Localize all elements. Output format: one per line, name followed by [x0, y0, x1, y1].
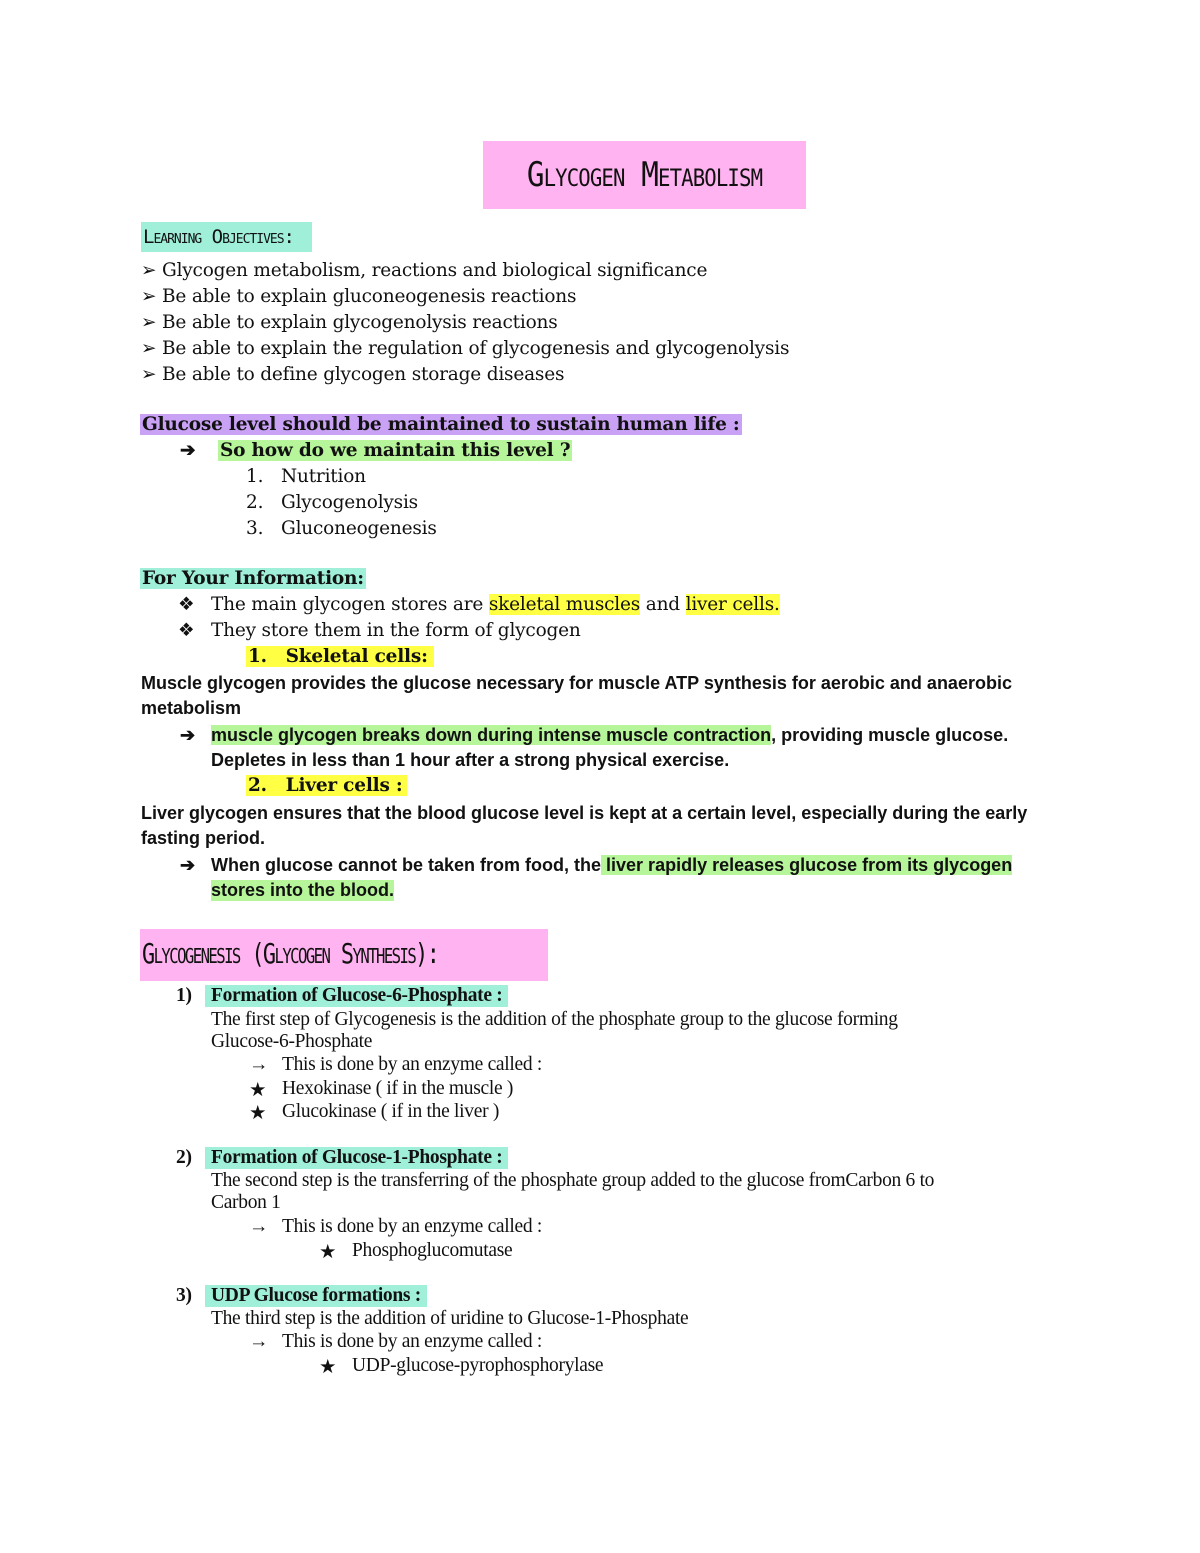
list-item: Nutrition [281, 466, 366, 487]
skeletal-point: muscle glycogen breaks down during intense muscle contraction, providing muscle glucose. [211, 725, 1009, 745]
step-number: 3) [176, 1285, 192, 1306]
step-description: Carbon 1 [211, 1192, 281, 1213]
arrow-icon: ➔ [180, 725, 196, 745]
maintain-question: So how do we maintain this level ? [220, 440, 571, 461]
star-icon: ★ [249, 1080, 267, 1101]
step-description: Glucose-6-Phosphate [211, 1031, 373, 1052]
list-number: 2. [246, 492, 264, 513]
arrowhead-bullet-icon: ➢ [141, 338, 157, 359]
step-number: 1) [176, 985, 192, 1006]
skeletal-point-line: Depletes in less than 1 hour after a strong physical exercise. [211, 750, 730, 770]
arrow-icon: → [249, 1054, 269, 1075]
objectives-heading: Learning Objectives: [141, 222, 312, 252]
arrow-icon: ➔ [180, 855, 196, 875]
star-icon: ★ [319, 1242, 337, 1263]
enzyme-intro: This is done by an enzyme called : [282, 1216, 543, 1237]
enzyme-intro: This is done by an enzyme called : [282, 1331, 543, 1352]
enzyme-name: Hexokinase ( if in the muscle ) [282, 1078, 514, 1099]
enzyme-intro: This is done by an enzyme called : [282, 1054, 543, 1075]
highlight-liver-cells: liver cells. [685, 594, 780, 615]
title-banner [483, 141, 806, 209]
liver-paragraph-line: Liver glycogen ensures that the blood glucose level is kept at a certain level, especially during the early [141, 803, 1028, 823]
enzyme-name: Glucokinase ( if in the liver ) [282, 1101, 500, 1122]
step-description: The first step of Glycogenesis is the addition of the phosphate group to the glucose forming [211, 1009, 898, 1030]
highlight-muscle-breakdown: muscle glycogen breaks down during intense muscle contraction [211, 725, 772, 745]
star-icon: ★ [319, 1357, 337, 1378]
fyi-heading: For Your Information: [142, 568, 364, 589]
list-item: Gluconeogenesis [281, 518, 437, 539]
page-title: Glycogen Metabolism [526, 155, 763, 195]
arrow-icon: ➔ [180, 440, 196, 461]
objective-item: ➢ Be able to explain gluconeogenesis reactions [141, 286, 577, 307]
step-number: 2) [176, 1147, 192, 1168]
glycogenesis-heading: Glycogenesis (Glycogen Synthesis): [142, 937, 439, 970]
step-title: Formation of Glucose-1-Phosphate : [205, 1147, 508, 1169]
arrowhead-bullet-icon: ➢ [141, 286, 157, 307]
liver-point: When glucose cannot be taken from food, the liver rapidly releases glucose from its glycogen [211, 855, 1013, 875]
objective-item: ➢ Be able to explain the regulation of glycogenesis and glycogenolysis [141, 338, 790, 359]
arrowhead-bullet-icon: ➢ [141, 312, 157, 333]
skeletal-paragraph-line: metabolism [141, 698, 242, 718]
glycogenesis-banner [140, 929, 548, 981]
fyi-item-stores: The main glycogen stores are skeletal muscles and liver cells. [211, 594, 780, 615]
glucose-level-heading: Glucose level should be maintained to sustain human life : [142, 414, 740, 435]
list-number: 3. [246, 518, 264, 539]
highlight-skeletal-muscles: skeletal muscles [488, 594, 641, 615]
arrowhead-bullet-icon: ➢ [141, 260, 157, 281]
highlight-liver-release: liver rapidly releases glucose from its glycogen [601, 855, 1013, 875]
list-number: 1. [246, 466, 264, 487]
arrow-icon: → [249, 1331, 269, 1352]
skeletal-paragraph-line: Muscle glycogen provides the glucose necessary for muscle ATP synthesis for aerobic and anaerobic [141, 673, 1012, 693]
objective-item: ➢ Glycogen metabolism, reactions and biological significance [141, 260, 708, 281]
diamond-icon: ❖ [178, 620, 195, 641]
liver-cells-heading: 2. Liver cells : [246, 775, 407, 796]
objective-item: ➢ Be able to explain glycogenolysis reactions [141, 312, 558, 333]
objective-item: ➢ Be able to define glycogen storage diseases [141, 364, 565, 385]
list-item: Glycogenolysis [281, 492, 418, 513]
enzyme-name: Phosphoglucomutase [352, 1240, 513, 1261]
enzyme-name: UDP-glucose-pyrophosphorylase [352, 1355, 604, 1376]
fyi-item-form: They store them in the form of glycogen [211, 620, 581, 641]
liver-paragraph-line: fasting period. [141, 828, 266, 848]
highlight-liver-release-line: stores into the blood. [211, 880, 394, 900]
step-title: Formation of Glucose-6-Phosphate : [205, 985, 508, 1007]
skeletal-cells-heading: 1. Skeletal cells: [246, 646, 434, 667]
step-description: The third step is the addition of uridine to Glucose-1-Phosphate [211, 1308, 689, 1329]
step-title: UDP Glucose formations : [205, 1285, 427, 1307]
diamond-icon: ❖ [178, 594, 195, 615]
arrow-icon: → [249, 1216, 269, 1237]
star-icon: ★ [249, 1103, 267, 1124]
arrowhead-bullet-icon: ➢ [141, 364, 157, 385]
step-description: The second step is the transferring of the phosphate group added to the glucose fromCarbon 6 to [211, 1170, 935, 1191]
